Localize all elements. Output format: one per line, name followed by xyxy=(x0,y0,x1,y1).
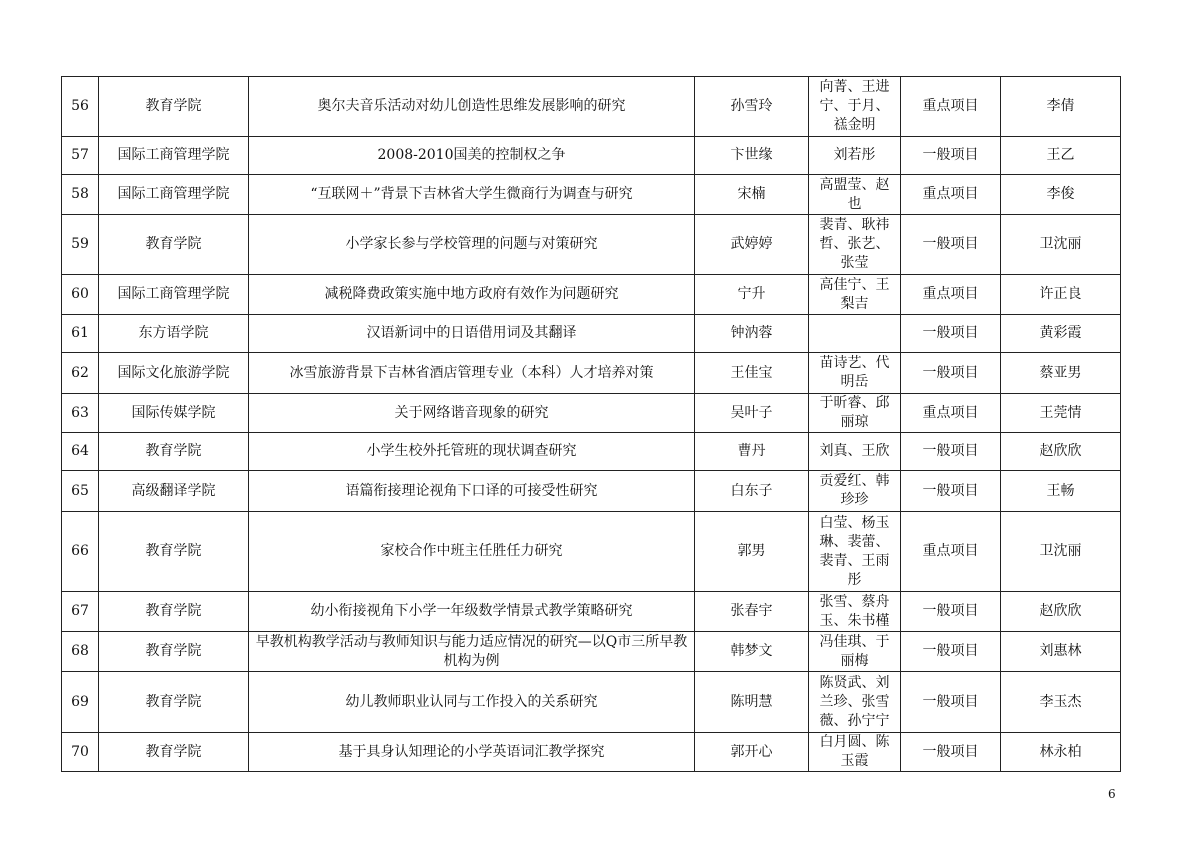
college-name: 国际文化旅游学院 xyxy=(99,353,249,394)
team-members: 向菁、王进宁、于月、禚金明 xyxy=(809,77,901,137)
project-title: 关于网络谐音现象的研究 xyxy=(249,394,695,433)
college-name: 教育学院 xyxy=(99,215,249,275)
project-title: 冰雪旅游背景下吉林省酒店管理专业（本科）人才培养对策 xyxy=(249,353,695,394)
project-leader: 郭男 xyxy=(695,512,809,592)
project-title: 家校合作中班主任胜任力研究 xyxy=(249,512,695,592)
row-number: 70 xyxy=(62,733,99,772)
advisor-name: 王畅 xyxy=(1001,471,1121,512)
project-leader: 王佳宝 xyxy=(695,353,809,394)
project-type: 一般项目 xyxy=(901,315,1001,353)
row-number: 60 xyxy=(62,275,99,315)
project-type: 重点项目 xyxy=(901,394,1001,433)
project-title: 小学家长参与学校管理的问题与对策研究 xyxy=(249,215,695,275)
college-name: 教育学院 xyxy=(99,632,249,672)
project-leader: 郭开心 xyxy=(695,733,809,772)
row-number: 69 xyxy=(62,672,99,733)
row-number: 59 xyxy=(62,215,99,275)
table-row xyxy=(62,512,1121,592)
project-title: 2008-2010国美的控制权之争 xyxy=(249,137,695,175)
page-number: 6 xyxy=(1108,787,1116,801)
advisor-name: 蔡亚男 xyxy=(1001,353,1121,394)
college-name: 教育学院 xyxy=(99,77,249,137)
advisor-name: 刘惠林 xyxy=(1001,632,1121,672)
row-number: 63 xyxy=(62,394,99,433)
advisor-name: 王莞情 xyxy=(1001,394,1121,433)
table-row xyxy=(62,672,1121,733)
project-table xyxy=(61,76,1121,772)
project-type: 一般项目 xyxy=(901,353,1001,394)
project-title: 语篇衔接理论视角下口译的可接受性研究 xyxy=(249,471,695,512)
table-row xyxy=(62,394,1121,433)
table-row xyxy=(62,175,1121,215)
project-leader: 张春宇 xyxy=(695,592,809,632)
project-leader: 吴叶子 xyxy=(695,394,809,433)
college-name: 教育学院 xyxy=(99,592,249,632)
project-type: 一般项目 xyxy=(901,433,1001,471)
project-leader: 陈明慧 xyxy=(695,672,809,733)
project-type: 重点项目 xyxy=(901,512,1001,592)
advisor-name: 李倩 xyxy=(1001,77,1121,137)
project-title: 幼小衔接视角下小学一年级数学情景式教学策略研究 xyxy=(249,592,695,632)
table-row xyxy=(62,215,1121,275)
table-row xyxy=(62,471,1121,512)
team-members: 刘真、王欣 xyxy=(809,433,901,471)
team-members: 苗诗艺、代明岳 xyxy=(809,353,901,394)
project-title: “互联网＋”背景下吉林省大学生微商行为调查与研究 xyxy=(249,175,695,215)
college-name: 教育学院 xyxy=(99,672,249,733)
project-title: 基于具身认知理论的小学英语词汇教学探究 xyxy=(249,733,695,772)
college-name: 高级翻译学院 xyxy=(99,471,249,512)
project-type: 一般项目 xyxy=(901,592,1001,632)
advisor-name: 许正良 xyxy=(1001,275,1121,315)
project-type: 一般项目 xyxy=(901,632,1001,672)
row-number: 65 xyxy=(62,471,99,512)
table-row xyxy=(62,632,1121,672)
table-row xyxy=(62,353,1121,394)
project-title: 小学生校外托管班的现状调查研究 xyxy=(249,433,695,471)
project-type: 重点项目 xyxy=(901,175,1001,215)
advisor-name: 黄彩霞 xyxy=(1001,315,1121,353)
table-row xyxy=(62,315,1121,353)
project-leader: 白东子 xyxy=(695,471,809,512)
team-members: 贡爱红、韩珍珍 xyxy=(809,471,901,512)
table-row xyxy=(62,592,1121,632)
advisor-name: 赵欣欣 xyxy=(1001,433,1121,471)
advisor-name: 卫沈丽 xyxy=(1001,512,1121,592)
project-type: 一般项目 xyxy=(901,471,1001,512)
row-number: 68 xyxy=(62,632,99,672)
college-name: 教育学院 xyxy=(99,433,249,471)
row-number: 66 xyxy=(62,512,99,592)
project-type: 一般项目 xyxy=(901,733,1001,772)
college-name: 东方语学院 xyxy=(99,315,249,353)
table-row xyxy=(62,733,1121,772)
project-leader: 卞世缘 xyxy=(695,137,809,175)
project-leader: 宁升 xyxy=(695,275,809,315)
table-row xyxy=(62,77,1121,137)
project-title: 幼儿教师职业认同与工作投入的关系研究 xyxy=(249,672,695,733)
row-number: 58 xyxy=(62,175,99,215)
advisor-name: 李玉杰 xyxy=(1001,672,1121,733)
advisor-name: 卫沈丽 xyxy=(1001,215,1121,275)
project-leader: 韩梦文 xyxy=(695,632,809,672)
advisor-name: 林永柏 xyxy=(1001,733,1121,772)
project-type: 一般项目 xyxy=(901,215,1001,275)
team-members: 陈贤武、刘兰珍、张雪薇、孙宁宁 xyxy=(809,672,901,733)
row-number: 67 xyxy=(62,592,99,632)
row-number: 64 xyxy=(62,433,99,471)
project-title: 减税降费政策实施中地方政府有效作为问题研究 xyxy=(249,275,695,315)
team-members xyxy=(809,315,901,353)
team-members: 张雪、蔡舟玉、朱书槿 xyxy=(809,592,901,632)
college-name: 国际工商管理学院 xyxy=(99,275,249,315)
project-title: 奥尔夫音乐活动对幼儿创造性思维发展影响的研究 xyxy=(249,77,695,137)
table-row xyxy=(62,433,1121,471)
advisor-name: 李俊 xyxy=(1001,175,1121,215)
project-type: 一般项目 xyxy=(901,672,1001,733)
row-number: 61 xyxy=(62,315,99,353)
team-members: 白月圆、陈玉霞 xyxy=(809,733,901,772)
project-type: 重点项目 xyxy=(901,77,1001,137)
team-members: 刘若彤 xyxy=(809,137,901,175)
college-name: 国际传媒学院 xyxy=(99,394,249,433)
table-row xyxy=(62,275,1121,315)
team-members: 裴青、耿祎哲、张艺、张莹 xyxy=(809,215,901,275)
project-title: 汉语新词中的日语借用词及其翻译 xyxy=(249,315,695,353)
table-body xyxy=(62,77,1121,772)
row-number: 56 xyxy=(62,77,99,137)
college-name: 国际工商管理学院 xyxy=(99,175,249,215)
project-leader: 宋楠 xyxy=(695,175,809,215)
college-name: 国际工商管理学院 xyxy=(99,137,249,175)
project-leader: 曹丹 xyxy=(695,433,809,471)
row-number: 62 xyxy=(62,353,99,394)
college-name: 教育学院 xyxy=(99,733,249,772)
project-leader: 孙雪玲 xyxy=(695,77,809,137)
team-members: 白莹、杨玉琳、裴蕾、裴青、王雨彤 xyxy=(809,512,901,592)
project-type: 一般项目 xyxy=(901,137,1001,175)
team-members: 冯佳琪、于丽梅 xyxy=(809,632,901,672)
project-title: 早教机构教学活动与教师知识与能力适应情况的研究—以Q市三所早教机构为例 xyxy=(249,632,695,672)
team-members: 高盟莹、赵也 xyxy=(809,175,901,215)
college-name: 教育学院 xyxy=(99,512,249,592)
team-members: 于昕睿、邱丽琼 xyxy=(809,394,901,433)
row-number: 57 xyxy=(62,137,99,175)
project-leader: 钟汭蓉 xyxy=(695,315,809,353)
project-leader: 武婷婷 xyxy=(695,215,809,275)
advisor-name: 王乙 xyxy=(1001,137,1121,175)
project-type: 重点项目 xyxy=(901,275,1001,315)
team-members: 高佳宁、王梨吉 xyxy=(809,275,901,315)
table-row xyxy=(62,137,1121,175)
advisor-name: 赵欣欣 xyxy=(1001,592,1121,632)
